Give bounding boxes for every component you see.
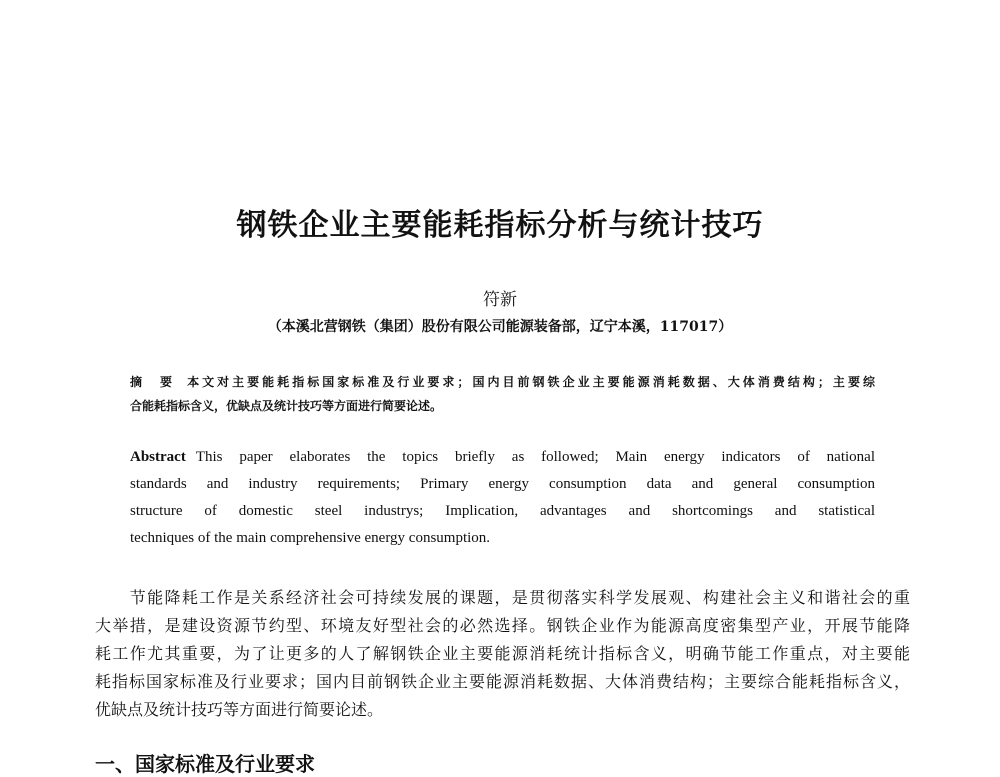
cn-abstract-line: 摘 要 本文对主要能耗指标国家标准及行业要求；国内目前钢铁企业主要能源消耗数据、大体消费结构；主要综 — [130, 375, 875, 389]
en-abstract-line: Abstract This paper elaborates the topics briefly as followed; Main energy indicators of national — [130, 449, 875, 465]
body-line: 节能降耗工作是关系经济社会可持续发展的课题，是贯彻落实科学发展观、构建社会主义和谐社会的重 — [95, 588, 910, 607]
cn-abstract-line: 合能耗指标含义，优缺点及统计技巧等方面进行简要论述。 — [130, 399, 443, 413]
body-line: 大举措，是建设资源节约型、环境友好型社会的必然选择。钢铁企业作为能源高度密集型产业，开展节能降 — [95, 616, 910, 635]
paper-title: 钢铁企业主要能耗指标分析与统计技巧 — [236, 208, 764, 243]
section-heading: 一、国家标准及行业要求 — [95, 752, 315, 776]
en-abstract-line: standards and industry requirements; Primary energy consumption data and general consumption — [130, 476, 875, 492]
body-line: 优缺点及统计技巧等方面进行简要论述。 — [95, 700, 384, 719]
body-line: 耗工作尤其重要，为了让更多的人了解钢铁企业主要能源消耗统计指标含义，明确节能工作重点，对主要能 — [95, 644, 910, 663]
en-abstract-line: structure of domestic steel industrys; Implication, advantages and shortcomings and statistical — [130, 503, 875, 519]
cn-abstract-label: 摘 要 — [130, 375, 176, 389]
en-abstract-label: Abstract — [130, 449, 186, 465]
author: 符新 — [483, 290, 517, 310]
affiliation: （本溪北营钢铁（集团）股份有限公司能源装备部，辽宁本溪，117017） — [267, 319, 733, 335]
en-abstract-line: techniques of the main comprehensive energy consumption. — [130, 530, 491, 546]
body-line: 耗指标国家标准及行业要求；国内目前钢铁企业主要能源消耗数据、大体消费结构；主要综合能耗指标含义， — [95, 672, 910, 691]
